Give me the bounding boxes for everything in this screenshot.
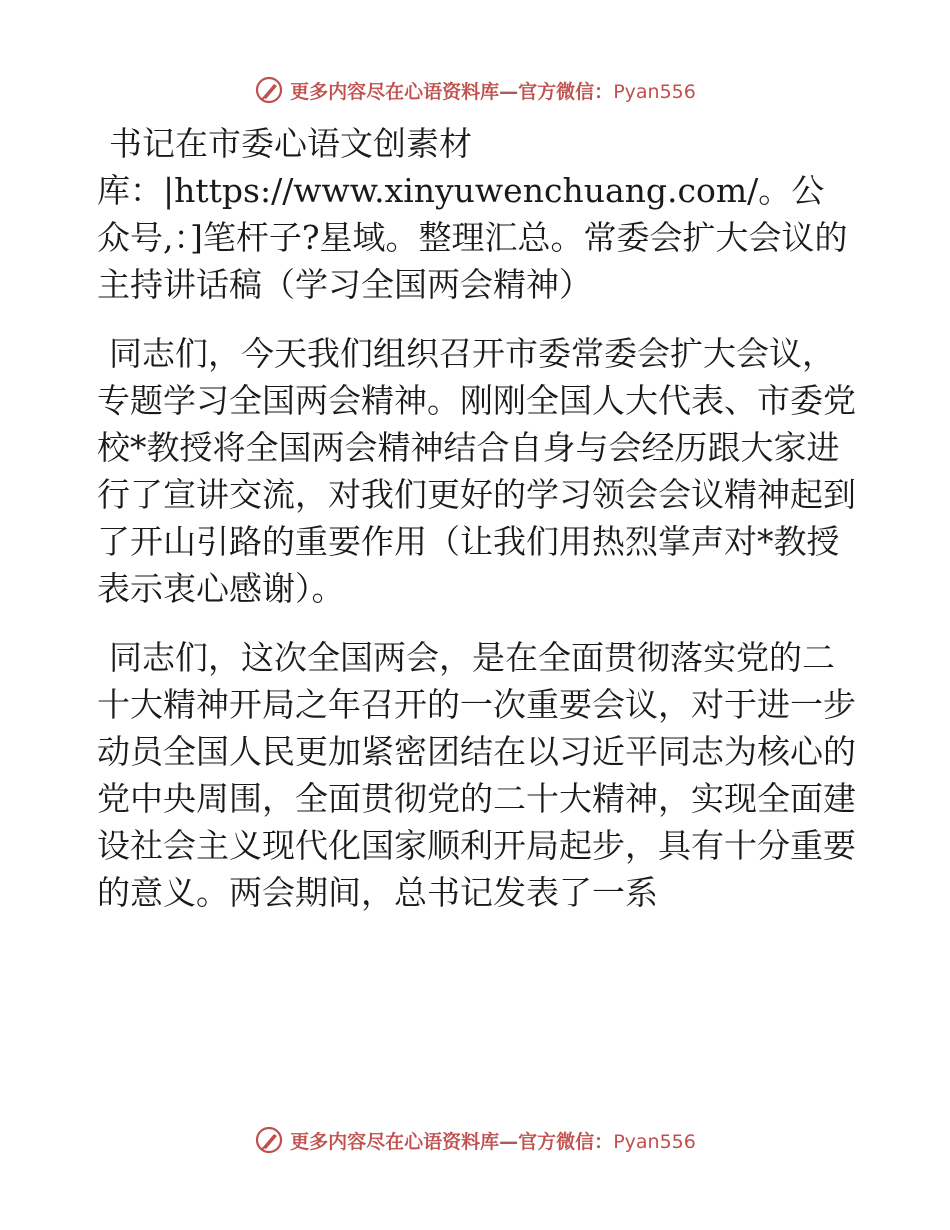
banner-text [290, 77, 696, 104]
banner-wechat-id: Pyan556 [613, 1130, 696, 1153]
banner-suffix: 官方微信： [518, 1130, 614, 1153]
banner-separator: — [499, 80, 519, 103]
banner-separator: — [499, 1130, 519, 1153]
banner-wechat-id: Pyan556 [613, 80, 696, 103]
footer-banner [0, 1120, 950, 1160]
paragraph-intro: 书记在市委心语文创素材库：|https://www.xinyuwenchuang.com/。公众号,：]笔杆子?星域。整理汇总。常委会扩大会议的主持讲话稿（学习全国两会精神） [97, 124, 848, 304]
banner-text [290, 1127, 696, 1154]
paragraph-opening: 同志们，今天我们组织召开市委常委会扩大会议，专题学习全国两会精神。刚刚全国人大代表、市委党校*教授将全国两会精神结合自身与会经历跟大家进行了宣讲交流，对我们更好的学习领会会议精神起到了开山引路的重要作用（让我们用热烈掌声对*教授表示衷心感谢）。 [97, 334, 856, 608]
document-body [97, 120, 857, 916]
paragraph-significance: 同志们，这次全国两会，是在全面贯彻落实党的二十大精神开局之年召开的一次重要会议，对于进一步动员全国人民更加紧密团结在以习近平同志为核心的党中央周围，全面贯彻党的二十大精神，实现全面建设社会主义现代化国家顺利开局起步，具有十分重要的意义。两会期间，总书记发表了一系 [97, 638, 856, 912]
banner-main-text: 更多内容尽在心语资料库 [290, 80, 500, 103]
quill-logo-icon [254, 75, 284, 105]
quill-logo-icon [254, 1125, 284, 1155]
banner-main-text: 更多内容尽在心语资料库 [290, 1130, 500, 1153]
banner-suffix: 官方微信： [518, 80, 614, 103]
header-banner [0, 70, 950, 110]
